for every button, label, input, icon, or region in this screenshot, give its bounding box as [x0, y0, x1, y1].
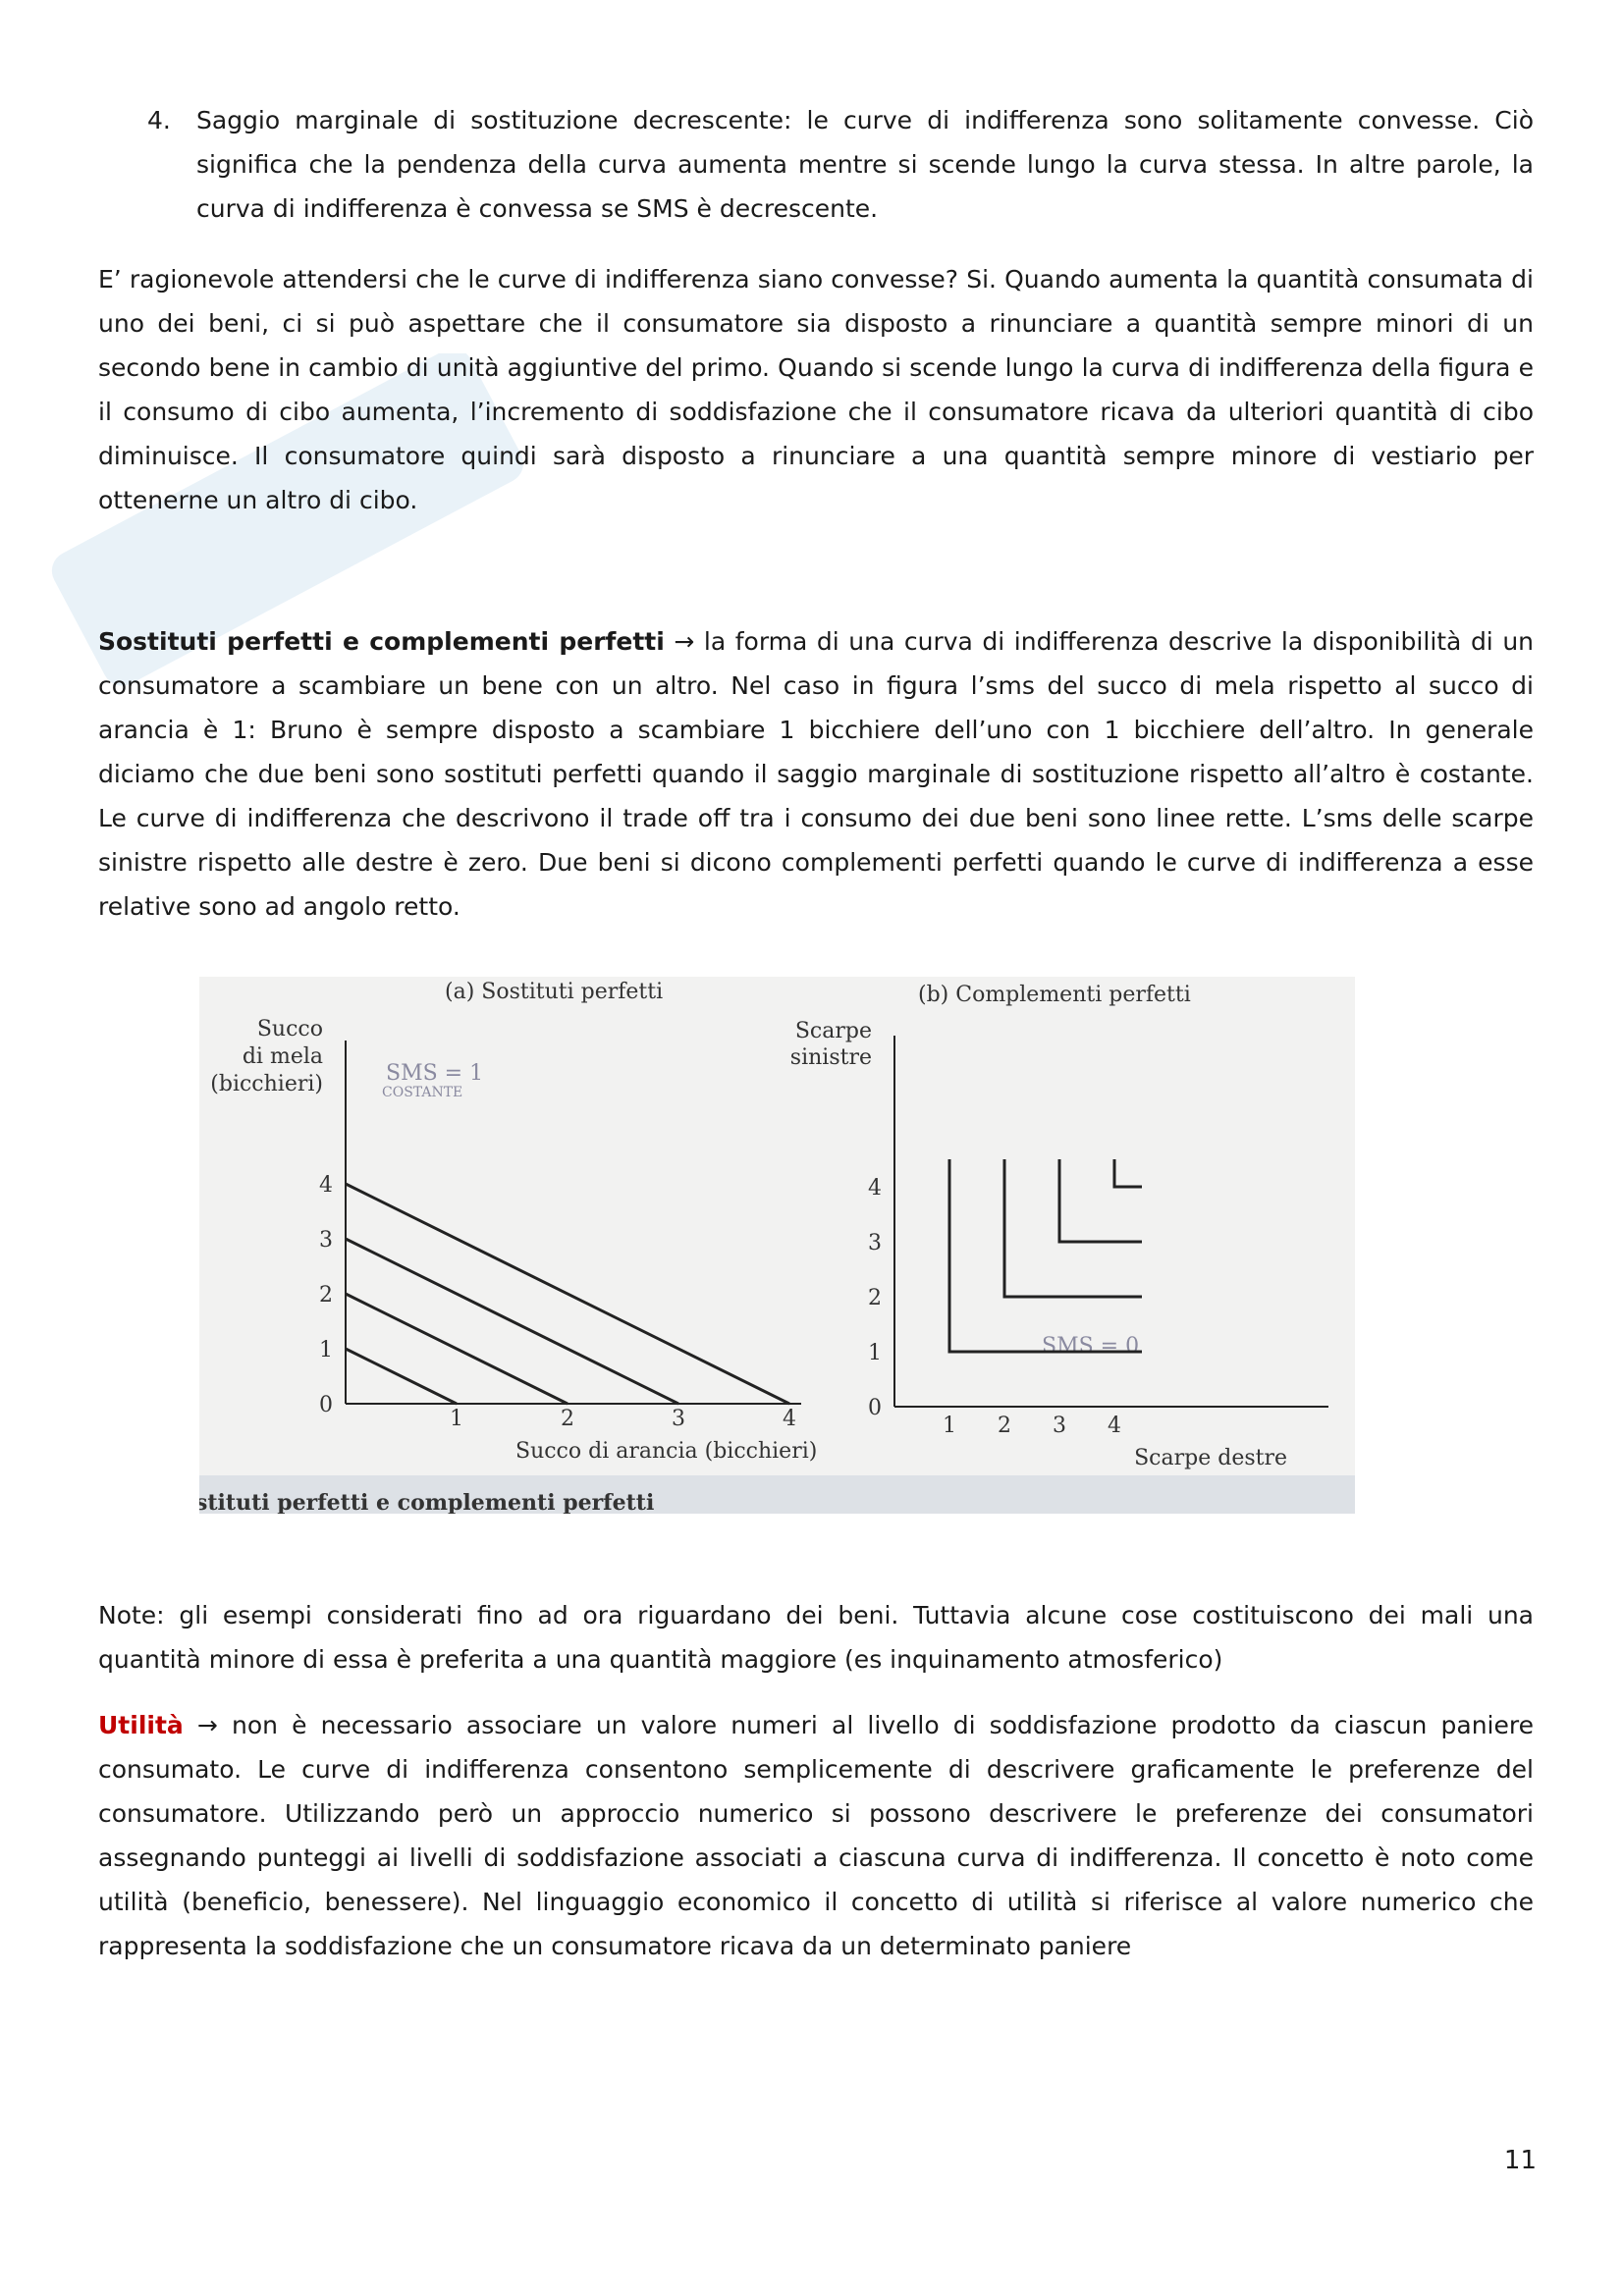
figure-caption: stituti perfetti e complementi perfetti	[199, 1490, 655, 1514]
substitutes-text: la forma di una curva di indifferenza descrive la disponibilità di un consumatore a scambiare un bene con un altro. Nel caso in figura l’sms del succo di mela rispetto al succo di arancia è 1: Bruno è sempre disposto a scambiare 1 bicchiere dell’uno con 1 bicchiere dell’altro. In generale diciamo che due beni sono sostituti perfetti quando il saggio marginale di sostituzione rispetto all’altro è costante. Le curve di indifferenza che descrivono il trade off tra i consumo dei due beni sono linee rette. L’sms delle scarpe sinistre rispetto alle destre è zero. Due beni si dicono complementi perfetti quando le curve di indifferenza a esse relative sono ad angolo retto.	[98, 627, 1535, 921]
panel-a-y-tick-0: 0	[319, 1393, 333, 1417]
list-number: 4.	[147, 106, 171, 134]
paragraph-utility	[98, 1703, 1534, 1968]
arrow-glyph-2: →	[183, 1711, 232, 1739]
panel-a-curve-U2	[346, 1294, 568, 1404]
panel-a-annotation: SMS = 1	[386, 1061, 484, 1086]
panel-b-x-tick-3: 3	[1053, 1414, 1066, 1438]
panel-a-curve-U4	[346, 1184, 789, 1404]
utility-title: Utilità	[98, 1711, 184, 1739]
panel-b-ylabel-2: sinistre	[789, 1045, 872, 1070]
panel-a-x-tick-2: 2	[561, 1407, 574, 1431]
panel-a-title: (a) Sostituti perfetti	[445, 980, 664, 1004]
panel-a-ylabel-2: di mela	[242, 1044, 323, 1069]
panel-a-ylabel-3: (bicchieri)	[210, 1072, 323, 1096]
panel-b-x-tick-2: 2	[998, 1414, 1011, 1438]
panel-b-y-tick-1: 1	[868, 1341, 882, 1365]
panel-a-y-tick-3: 3	[319, 1228, 333, 1253]
panel-b-xlabel: Scarpe destre	[1134, 1446, 1287, 1470]
utility-text: non è necessario associare un valore numeri al livello di soddisfazione prodotto da ciascun paniere consumato. Le curve di indifferenza consentono semplicemente di descrivere graficamente le preferenze del consumatore. Utilizzando però un approccio numerico si possono descrivere le preferenze dei consumatori assegnando punteggi ai livelli di soddisfazione associati a ciascuna curva di indifferenza. Il concetto è noto come utilità (beneficio, benessere). Nel linguaggio economico il concetto di utilità si riferisce al valore numerico che rappresenta la soddisfazione che un consumatore ricava da un determinato paniere	[98, 1711, 1534, 1960]
panel-b-curve-U3	[1059, 1159, 1142, 1242]
item4-text: le curve di indifferenza sono solitamente convesse. Ciò significa che la pendenza della curva aumenta mentre si scende lungo la curva stessa. In altre parole, la curva di indifferenza è convessa se SMS è decrescente.	[196, 106, 1535, 223]
item4-title: Saggio marginale di sostituzione decrescente:	[196, 106, 792, 134]
panel-a-y-tick-1: 1	[319, 1338, 333, 1362]
panel-b-x-tick-4: 4	[1108, 1414, 1121, 1438]
arrow-glyph: →	[664, 627, 704, 656]
panel-b-y-tick-2: 2	[868, 1286, 882, 1310]
figure-indifference-curves	[199, 977, 1355, 1514]
panel-a-curve-U1	[346, 1349, 457, 1404]
panel-a-annotation-2: COSTANTE	[382, 1085, 463, 1100]
panel-b-ylabel-1: Scarpe	[794, 1019, 872, 1043]
paragraph-convexity: E’ ragionevole attendersi che le curve di indifferenza siano convesse? Si. Quando aumenta la quantità consumata di uno dei beni, ci si può aspettare che il consumatore sia disposto a rinunciare a quantità sempre minori di un secondo bene in cambio di unità aggiuntive del primo. Quando si scende lungo la curva di indifferenza della figura e il consumo di cibo aumenta, l’incremento di soddisfazione che il consumatore ricava da ulteriori quantità di cibo diminuisce. Il consumatore quindi sarà disposto a rinunciare a una quantità sempre minore di vestiario per ottenerne un altro di cibo.	[98, 265, 1534, 514]
panel-a-curve-U3	[346, 1239, 678, 1404]
panel-b-title: (b) Complementi perfetti	[918, 983, 1191, 1007]
panel-b	[790, 983, 1328, 1470]
substitutes-title: Sostituti perfetti e complementi perfetti	[98, 627, 665, 656]
paragraph-perfect-substitutes	[98, 619, 1534, 929]
panel-b-curve-U4	[1114, 1159, 1142, 1187]
panel-b-y-tick-3: 3	[868, 1231, 882, 1255]
panel-a-xlabel: Succo di arancia (bicchieri)	[515, 1439, 818, 1464]
panel-a-x-tick-4: 4	[783, 1407, 796, 1431]
panel-a-y-tick-4: 4	[319, 1173, 333, 1198]
list-item-4	[196, 98, 1534, 231]
panel-a-ylabel-1: Succo	[256, 1017, 323, 1041]
panel-b-annotation: SMS = 0	[1042, 1334, 1140, 1359]
page-number: 11	[1503, 2146, 1537, 2175]
panel-a-y-tick-2: 2	[319, 1283, 333, 1308]
panel-b-curve-U2	[1004, 1159, 1142, 1297]
panel-a-x-tick-3: 3	[672, 1407, 685, 1431]
panel-b-y-tick-0: 0	[868, 1396, 882, 1420]
panel-b-x-tick-1: 1	[943, 1414, 956, 1438]
paragraph-note: Note: gli esempi considerati fino ad ora riguardano dei beni. Tuttavia alcune cose costituiscono dei mali una quantità minore di essa è preferita a una quantità maggiore (es inquinamento atmosferico)	[98, 1601, 1534, 1674]
panel-b-y-tick-4: 4	[868, 1176, 882, 1201]
panel-a	[210, 980, 817, 1464]
panel-a-x-tick-1: 1	[450, 1407, 463, 1431]
